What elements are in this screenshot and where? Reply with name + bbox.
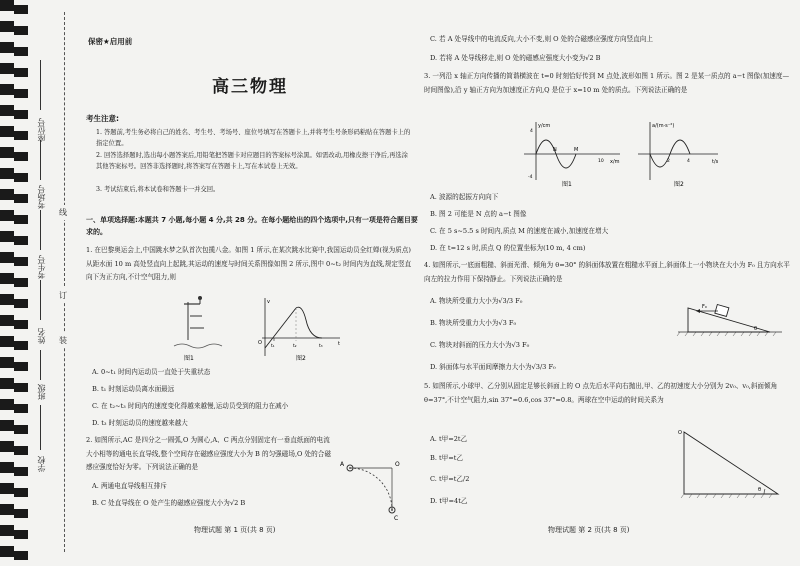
q1-option-b: B. t₁ 时刻运动员离水面最远: [92, 385, 175, 393]
at-graph-caption: 图2: [674, 181, 684, 188]
binding-label-seat: 座位号: [37, 118, 46, 142]
q2-option-c: C. 若 A 处导线中的电流反向,大小不变,则 O 处的合磁感应强度方向竖直向上: [430, 35, 653, 43]
q2-option-b: B. C 处直导线在 O 处产生的磁感应强度大小为√2 B: [92, 499, 246, 507]
binding-strip: [0, 0, 78, 566]
binding-write-line: [40, 60, 41, 110]
question-4-stem: 4. 如图所示,一底面粗糙、斜面光滑、倾角为 θ=30° 的斜面体放置在粗糙水平面上,斜面体上一小物块在大小为 F₀ 且方向水平向左的拉力作用下保持静止。下列说法正确的是: [424, 261, 790, 283]
notice-heading: 考生注意:: [86, 114, 119, 123]
cut-word-line: 线: [59, 205, 67, 220]
svg-text:10: 10: [598, 159, 604, 164]
svg-text:x/m: x/m: [610, 159, 620, 165]
exam-title: 高三物理: [212, 77, 288, 97]
svg-text:t₂: t₂: [293, 344, 297, 349]
svg-text:M: M: [574, 147, 579, 153]
binding-label-id: 考生号: [37, 255, 46, 279]
svg-text:t/s: t/s: [712, 159, 719, 165]
q5-option-b: B. t甲=t乙: [430, 454, 464, 462]
svg-text:F₀: F₀: [702, 304, 707, 310]
notice-item: 2. 回答选择题时,选出每小题答案后,用铅笔把答题卡对应题目的答案标号涂黑。如需改动,用橡皮擦干净后,再选涂其他答案标号。回答非选择题时,将答案写在答题卡上,写在本试卷上无效。: [96, 152, 408, 170]
q3-option-d: D. 在 t=12 s 时,质点 Q 的位置坐标为(10 m, 4 cm): [430, 244, 586, 252]
q1-option-d: D. t₃ 时刻运动员的速度越来越大: [92, 419, 188, 427]
q2-option-a: A. 两通电直导线相互排斥: [92, 482, 167, 490]
page-1-footer: 物理试题 第 1 页(共 8 页): [194, 526, 276, 534]
binding-label-room: 考场号: [37, 185, 46, 209]
q3-option-b: B. 图 2 可能是 N 点的 a−t 图像: [430, 210, 527, 218]
confidential-mark: 保密★启用前: [88, 37, 133, 46]
svg-text:O: O: [258, 340, 262, 346]
svg-text:2: 2: [667, 159, 670, 164]
q4-option-c: C. 物块对斜面的压力大小为√3 F₀: [430, 341, 530, 349]
svg-text:N: N: [553, 147, 557, 153]
q4-option-b: B. 物块所受重力大小为√3 F₀: [430, 319, 517, 327]
svg-text:t₃: t₃: [319, 344, 323, 349]
svg-text:O: O: [395, 461, 400, 468]
q2-option-d: D. 若将 A 处导线移走,则 O 处的磁感应强度大小变为√2 B: [430, 54, 601, 62]
q4-option-a: A. 物块所受重力大小为√3/3 F₀: [430, 297, 523, 305]
svg-text:C: C: [394, 515, 399, 522]
svg-text:θ: θ: [758, 487, 762, 493]
cut-word-pack: 装: [59, 333, 67, 348]
cut-word-bind: 订: [59, 288, 67, 303]
q3-option-c: C. 在 5 s~5.5 s 时间内,质点 M 的速度在减小,加速度在增大: [430, 227, 609, 235]
notice-item: 3. 考试结束后,将本试卷和答题卡一并交回。: [96, 186, 220, 193]
svg-text:4: 4: [687, 159, 690, 164]
binding-write-line: [40, 405, 41, 450]
question-2-stem: 2. 如图所示,AC 是四分之一圆弧,O 为圆心,A、C 两点分别固定有一垂直纸面的电流大小相等的通电长直导线,整个空间存在磁感应强度大小为 B 的匀强磁场,O 处的合磁感应强度恰好为零。下列说法正确的是: [86, 436, 331, 471]
svg-text:y/cm: y/cm: [538, 123, 551, 129]
q1-option-a: A. 0~t₁ 时间内运动员一直处于失重状态: [92, 368, 211, 376]
svg-text:4: 4: [530, 129, 533, 134]
page-1: [82, 0, 418, 566]
figure-1-caption: 图1: [184, 355, 194, 362]
binding-write-line: [40, 350, 41, 380]
svg-text:v: v: [267, 299, 270, 305]
figure-2-caption: 图2: [296, 355, 306, 362]
q3-option-a: A. 波源的起振方向向下: [430, 193, 499, 201]
cut-line: [64, 12, 65, 552]
svg-text:-4: -4: [528, 175, 533, 180]
binding-write-line: [40, 280, 41, 320]
question-4-figure: [674, 292, 786, 338]
svg-text:t: t: [338, 341, 340, 347]
q4-option-d: D. 斜面体与水平面间摩擦力大小为√3/3 F₀: [430, 363, 556, 371]
velocity-time-graph: [258, 298, 340, 362]
diving-platform-figure: [174, 296, 222, 362]
svg-text:O: O: [678, 430, 682, 436]
q5-option-d: D. t甲=4t乙: [430, 497, 468, 505]
binding-write-line: [40, 210, 41, 250]
acceleration-time-graph: [638, 122, 719, 188]
svg-text:θ: θ: [754, 326, 758, 332]
q1-option-c: C. 在 t₂~t₃ 时间内的速度变化得越来越慢,运动员受到的阻力在减小: [92, 402, 289, 410]
binding-label-name: 姓名: [37, 328, 46, 344]
svg-text:A: A: [340, 461, 345, 468]
question-5-stem: 5. 如图所示,小球甲、乙分别从固定足够长斜面上的 O 点先后水平向右抛出,甲、乙的初速度大小分别为 2v₀、v₀,斜面倾角 θ=37°,不计空气阻力,sin 37°=0.6,cos 37°=0.8。两球在空中运动的时间关系为: [424, 382, 778, 404]
section-heading: 一、单项选择题:本题共 7 小题,每小题 4 分,共 28 分。在每小题给出的四个选项中,只有一项是符合题目要求的。: [86, 216, 418, 236]
q5-option-c: C. t甲=t乙/2: [430, 475, 470, 483]
question-3-stem: 3. 一列沿 x 轴正方向传播的简谐横波在 t=0 时刻恰好传到 M 点处,波形如图 1 所示。图 2 是某一质点的 a−t 图像(加速度—时间图像),沿 y 轴正方向为加速度正方向,Q 是位于 x=10 m 处的质点。下列说法正确的是: [424, 72, 790, 94]
q5-option-a: A. t甲=2t乙: [430, 435, 468, 443]
wave-figure-caption: 图1: [562, 181, 572, 188]
page-2-footer: 物理试题 第 2 页(共 8 页): [548, 526, 630, 534]
question-1-figures: [170, 294, 360, 366]
svg-text:t₁: t₁: [271, 344, 275, 349]
page-2: [422, 0, 794, 566]
binding-label-class: 班级: [37, 384, 46, 400]
binding-write-line: [40, 140, 41, 180]
wave-figure: [524, 122, 620, 188]
question-5-figure: [674, 424, 786, 504]
question-3-figures: [518, 118, 728, 188]
question-1-stem: 1. 在巴黎奥运会上,中国跳水梦之队首次包揽八金。如图 1 所示,在某次跳水比赛中,我国运动员全红婵(视为质点)从距水面 10 m 高处竖直向上起跳,其运动的速度与时间关系图像如图 2 所示,图中 0~t₂ 时间内为直线,规定竖直向下为正方向,不计空气阻力,则: [86, 246, 412, 281]
notice-item: 1. 答题前,考生务必将自己的姓名、考生号、考场号、座位号填写在答题卡上,并将考生号条形码粘贴在答题卡上的指定位置。: [96, 129, 411, 147]
svg-text:a/(m·s⁻²): a/(m·s⁻²): [652, 123, 675, 129]
binding-label-school: 学校: [37, 456, 46, 472]
binding-barcode-inner: [14, 0, 28, 566]
